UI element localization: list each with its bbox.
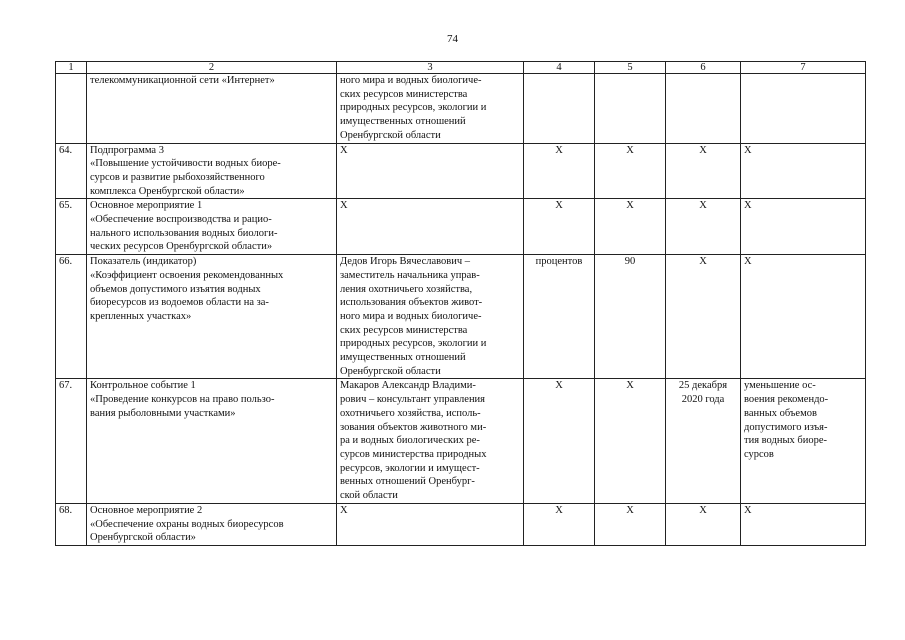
cell-text-line: Х [744,200,752,212]
cell-text-line: «Повышение устойчивости водных биоре- [90,158,281,170]
unit-cell [524,255,595,379]
column-number: 6 [666,62,741,74]
column-number: 7 [741,62,866,74]
cell-text-line: Подпрограмма 3 [90,144,164,156]
responsible-person-cell [337,199,524,255]
cell-text-line: сурсов министерства природных [340,448,487,460]
cell-text-line: Х [626,200,634,212]
cell-text-line: вания рыболовными участками» [90,407,236,419]
measure-name-cell [87,503,337,545]
row-number-cell: 67. [56,379,87,503]
cell-text-line: Х [699,144,707,156]
responsible-person-cell [337,143,524,199]
cell-text-line: 90 [624,256,636,268]
cell-text-line: телекоммуникационной сети «Интернет» [90,75,275,86]
cell-text-line: Оренбургской области [340,365,441,377]
cell-text-line: уменьшение ос- [744,380,816,392]
row-number-cell: 64. [56,143,87,199]
table-row [56,199,866,255]
cell-text-line: Х [340,504,348,516]
cell-text-line: Х [555,200,563,212]
cell-text-line: «Обеспечение охраны водных биоресурсов [90,518,284,530]
cell-text-line: крепленных участках» [90,310,192,322]
cell-text-line: ских ресурсов министерства [340,88,468,100]
cell-text-line: сурсов и развитие рыбохозяйственного [90,171,265,183]
cell-text-line: Основное мероприятие 1 [90,200,203,212]
cell-text-line: «Проведение конкурсов на право пользо- [90,394,275,406]
cell-text-line: ра и водных биологических ре- [340,435,480,447]
value-cell [595,255,666,379]
cell-text-line: рович – консультант управления [340,394,486,406]
measures-table [55,61,866,546]
row-number-cell [56,74,87,144]
cell-text-line: Х [744,144,752,156]
measure-name-cell [87,74,337,144]
cell-text-line: ской области [340,490,398,502]
cell-text-line: Контрольное событие 1 [90,380,196,392]
column-number-row [56,62,866,74]
result-cell [741,74,866,144]
deadline-cell [666,503,741,545]
value-cell [595,379,666,503]
cell-text-line: процентов [535,256,583,268]
row-number-cell: 66. [56,255,87,379]
row-number-cell: 65. [56,199,87,255]
cell-text-line: комплекса Оренбургской области» [90,185,245,197]
measure-name-cell [87,379,337,503]
value-cell [595,143,666,199]
table-row [56,143,866,199]
row-number-cell: 68. [56,503,87,545]
measure-name-cell [87,199,337,255]
cell-text-line: Х [555,144,563,156]
unit-cell [524,74,595,144]
cell-text-line: Х [340,144,348,156]
cell-text-line: ских ресурсов министерства [340,324,468,336]
cell-text-line: охотничьего хозяйства, исполь- [340,407,481,419]
cell-text-line: Х [699,200,707,212]
value-cell [595,74,666,144]
responsible-person-cell [337,379,524,503]
cell-text-line: Х [340,200,348,212]
result-cell [741,143,866,199]
cell-text-line: зования объектов животного ми- [340,421,487,433]
cell-text-line: Х [699,256,707,268]
cell-text-line: допустимого изъя- [744,421,828,433]
unit-cell [524,143,595,199]
responsible-person-cell [337,74,524,144]
unit-cell [524,503,595,545]
table-row [56,503,866,545]
measure-name-cell [87,255,337,379]
cell-text-line: ванных объемов [744,407,817,419]
cell-text-line: Дедов Игорь Вячеславович – [340,256,470,268]
cell-text-line: ресурсов, экологии и имущест- [340,462,480,474]
cell-text-line: имущественных отношений [340,352,466,364]
table-row [56,255,866,379]
cell-text-line: природных ресурсов, экологии и [340,102,487,114]
cell-text-line: сурсов [744,448,774,460]
cell-text-line: Оренбургской области» [90,532,196,544]
cell-text-line: Х [626,144,634,156]
cell-text-line: «Коэффициент освоения рекомендованных [90,269,284,281]
column-number: 1 [56,62,87,74]
value-cell [595,503,666,545]
result-cell [741,199,866,255]
column-number: 5 [595,62,666,74]
cell-text-line: Х [555,504,563,516]
result-cell [741,379,866,503]
result-cell [741,503,866,545]
cell-text-line: Х [744,256,752,268]
cell-text-line: Х [555,380,563,392]
cell-text-line: венных отношений Оренбург- [340,476,475,488]
cell-text-line: нального использования водных биологи- [90,227,278,239]
cell-text-line: биоресурсов из водоемов области на за- [90,297,269,309]
cell-text-line: воения рекомендо- [744,394,829,406]
deadline-cell [666,74,741,144]
deadline-cell [666,199,741,255]
table-row [56,74,866,144]
cell-text-line: использования объектов живот- [340,297,483,309]
responsible-person-cell [337,503,524,545]
column-number: 2 [87,62,337,74]
cell-text-line: тия водных биоре- [744,435,828,447]
cell-text-line: 2020 года [681,394,725,406]
cell-text-line: ления охотничьего хозяйства, [340,283,473,295]
cell-text-line: ного мира и водных биологиче- [340,75,482,86]
responsible-person-cell [337,255,524,379]
unit-cell [524,199,595,255]
cell-text-line: Х [699,504,707,516]
cell-text-line: заместитель начальника управ- [340,269,480,281]
cell-text-line: 25 декабря [678,380,728,392]
cell-text-line: «Обеспечение воспроизводства и рацио- [90,214,272,226]
unit-cell [524,379,595,503]
cell-text-line: объемов допустимого изъятия водных [90,283,261,295]
value-cell [595,199,666,255]
cell-text-line: Макаров Александр Владими- [340,380,476,392]
deadline-cell [666,143,741,199]
result-cell [741,255,866,379]
measure-name-cell [87,143,337,199]
cell-text-line: Оренбургской области [340,129,441,141]
deadline-cell [666,379,741,503]
cell-text-line: Х [626,380,634,392]
deadline-cell [666,255,741,379]
cell-text-line: Показатель (индикатор) [90,256,197,268]
cell-text-line: Основное мероприятие 2 [90,504,203,516]
cell-text-line: Х [744,504,752,516]
cell-text-line: Х [626,504,634,516]
column-number: 3 [337,62,524,74]
cell-text-line: ческих ресурсов Оренбургской области» [90,241,273,253]
page-number: 74 [447,33,458,45]
cell-text-line: природных ресурсов, экологии и [340,338,487,350]
table-row [56,379,866,503]
cell-text-line: имущественных отношений [340,116,466,128]
cell-text-line: ного мира и водных биологиче- [340,310,482,322]
column-number: 4 [524,62,595,74]
